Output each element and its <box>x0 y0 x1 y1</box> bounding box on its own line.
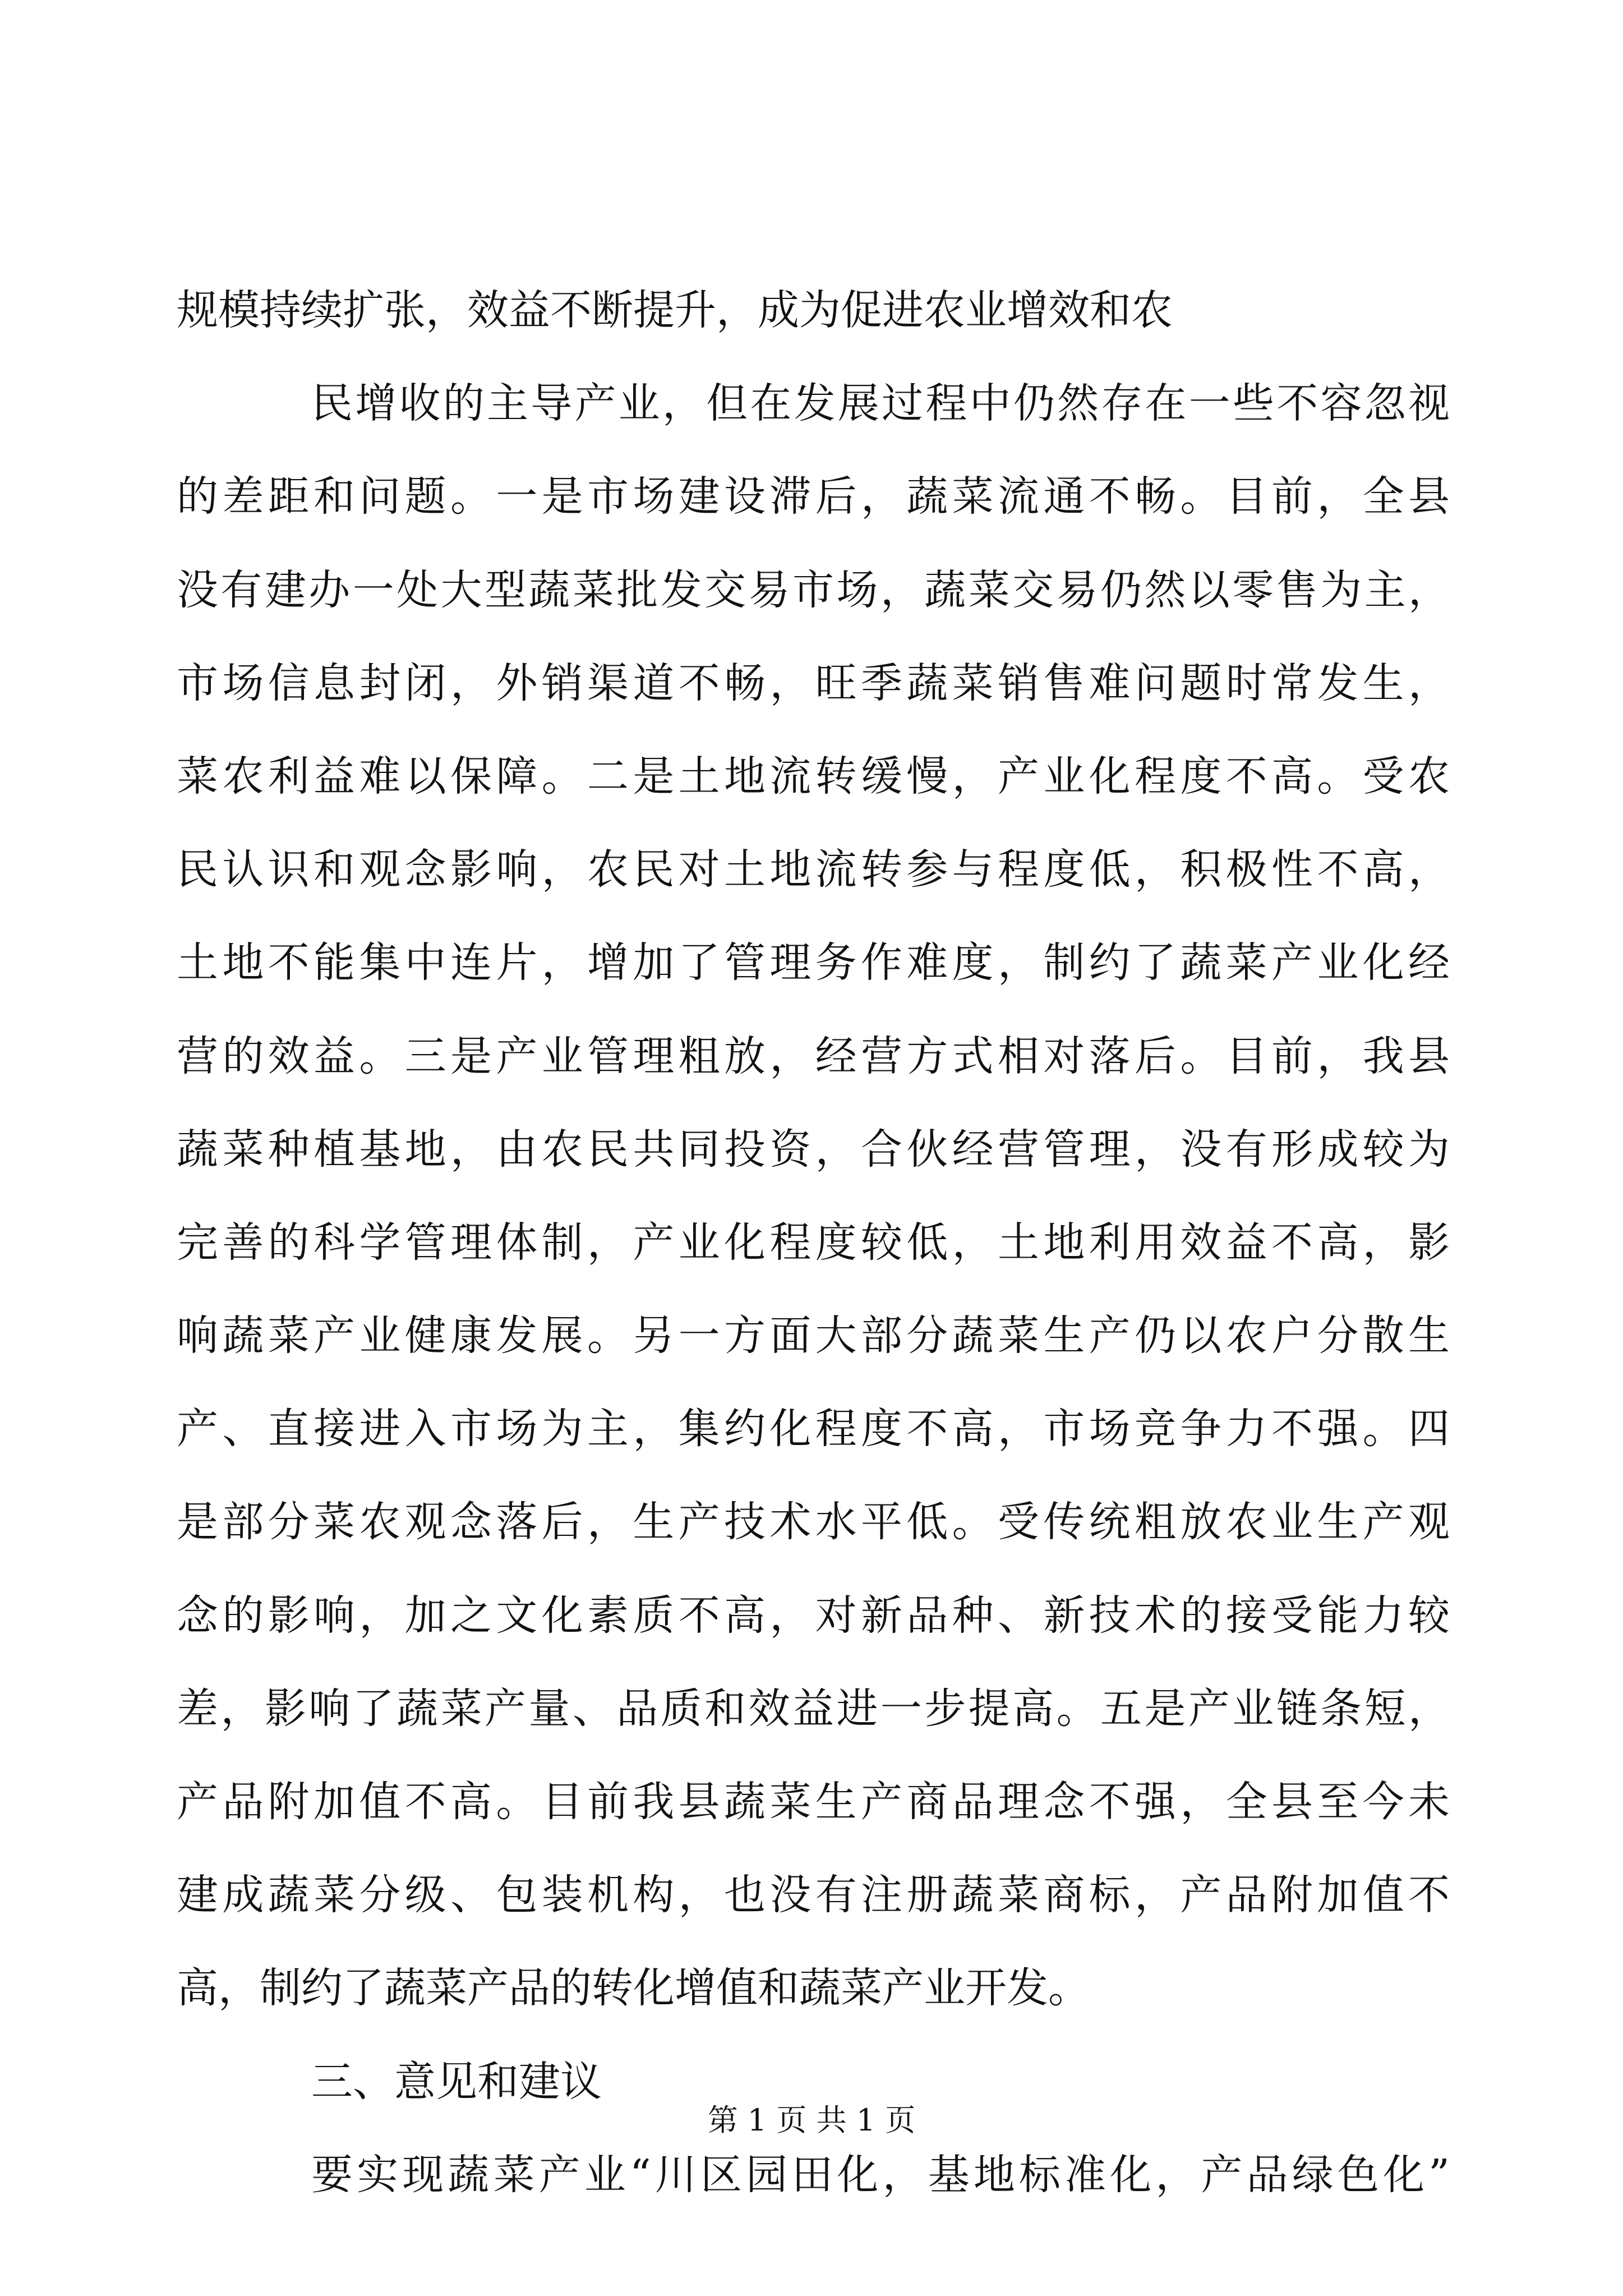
text-line: 没有建办一处大型蔬菜批发交易市场，蔬菜交易仍然以零售为主， <box>177 565 1450 614</box>
text-line: 土地不能集中连片，增加了管理务作难度，制约了蔬菜产业化经 <box>177 938 1450 987</box>
text-line: 响蔬菜产业健康发展。另一方面大部分蔬菜生产仍以农户分散生 <box>177 1312 1450 1360</box>
text-line: 蔬菜种植基地，由农民共同投资，合伙经营管理，没有形成较为 <box>177 1125 1450 1174</box>
document-body <box>177 264 1450 2221</box>
text-line: 念的影响，加之文化素质不高，对新品种、新技术的接受能力较 <box>177 1591 1450 1640</box>
text-line: 差，影响了蔬菜产量、品质和效益进一步提高。五是产业链条短， <box>177 1684 1450 1733</box>
text-line: 规模持续扩张，效益不断提升，成为促进农业增效和农 <box>177 286 1173 334</box>
text-line: 市场信息封闭，外销渠道不畅，旺季蔬菜销售难问题时常发生， <box>177 659 1450 707</box>
text-line: 高，制约了蔬菜产品的转化增值和蔬菜产业开发。 <box>177 1964 1090 2013</box>
text-line: 建成蔬菜分级、包装机构，也没有注册蔬菜商标，产品附加值不 <box>177 1871 1450 1920</box>
text-line: 菜农利益难以保障。二是土地流转缓慢，产业化程度不高。受农 <box>177 752 1450 800</box>
text-line: 是部分菜农观念落后，生产技术水平低。受传统粗放农业生产观 <box>177 1498 1450 1547</box>
page-number-footer: 第 1 页 共 1 页 <box>707 2102 916 2138</box>
text-line: 完善的科学管理体制，产业化程度较低，土地利用效益不高，影 <box>177 1218 1450 1267</box>
section-heading: 三、意见和建议 <box>311 2057 602 2106</box>
text-line: 民增收的主导产业，但在发展过程中仍然存在一些不容忽视 <box>311 379 1450 428</box>
text-line: 的差距和问题。一是市场建设滞后，蔬菜流通不畅。目前，全县 <box>177 472 1450 521</box>
text-line: 营的效益。三是产业管理粗放，经营方式相对落后。目前，我县 <box>177 1032 1450 1080</box>
text-line: 产、直接进入市场为主，集约化程度不高，市场竞争力不强。四 <box>177 1405 1450 1453</box>
text-line: 民认识和观念影响，农民对土地流转参与程度低，积极性不高， <box>177 845 1450 894</box>
text-line: 要实现蔬菜产业“川区园田化，基地标准化，产品绿色化” <box>311 2150 1450 2199</box>
text-line: 产品附加值不高。目前我县蔬菜生产商品理念不强，全县至今未 <box>177 1778 1450 1826</box>
